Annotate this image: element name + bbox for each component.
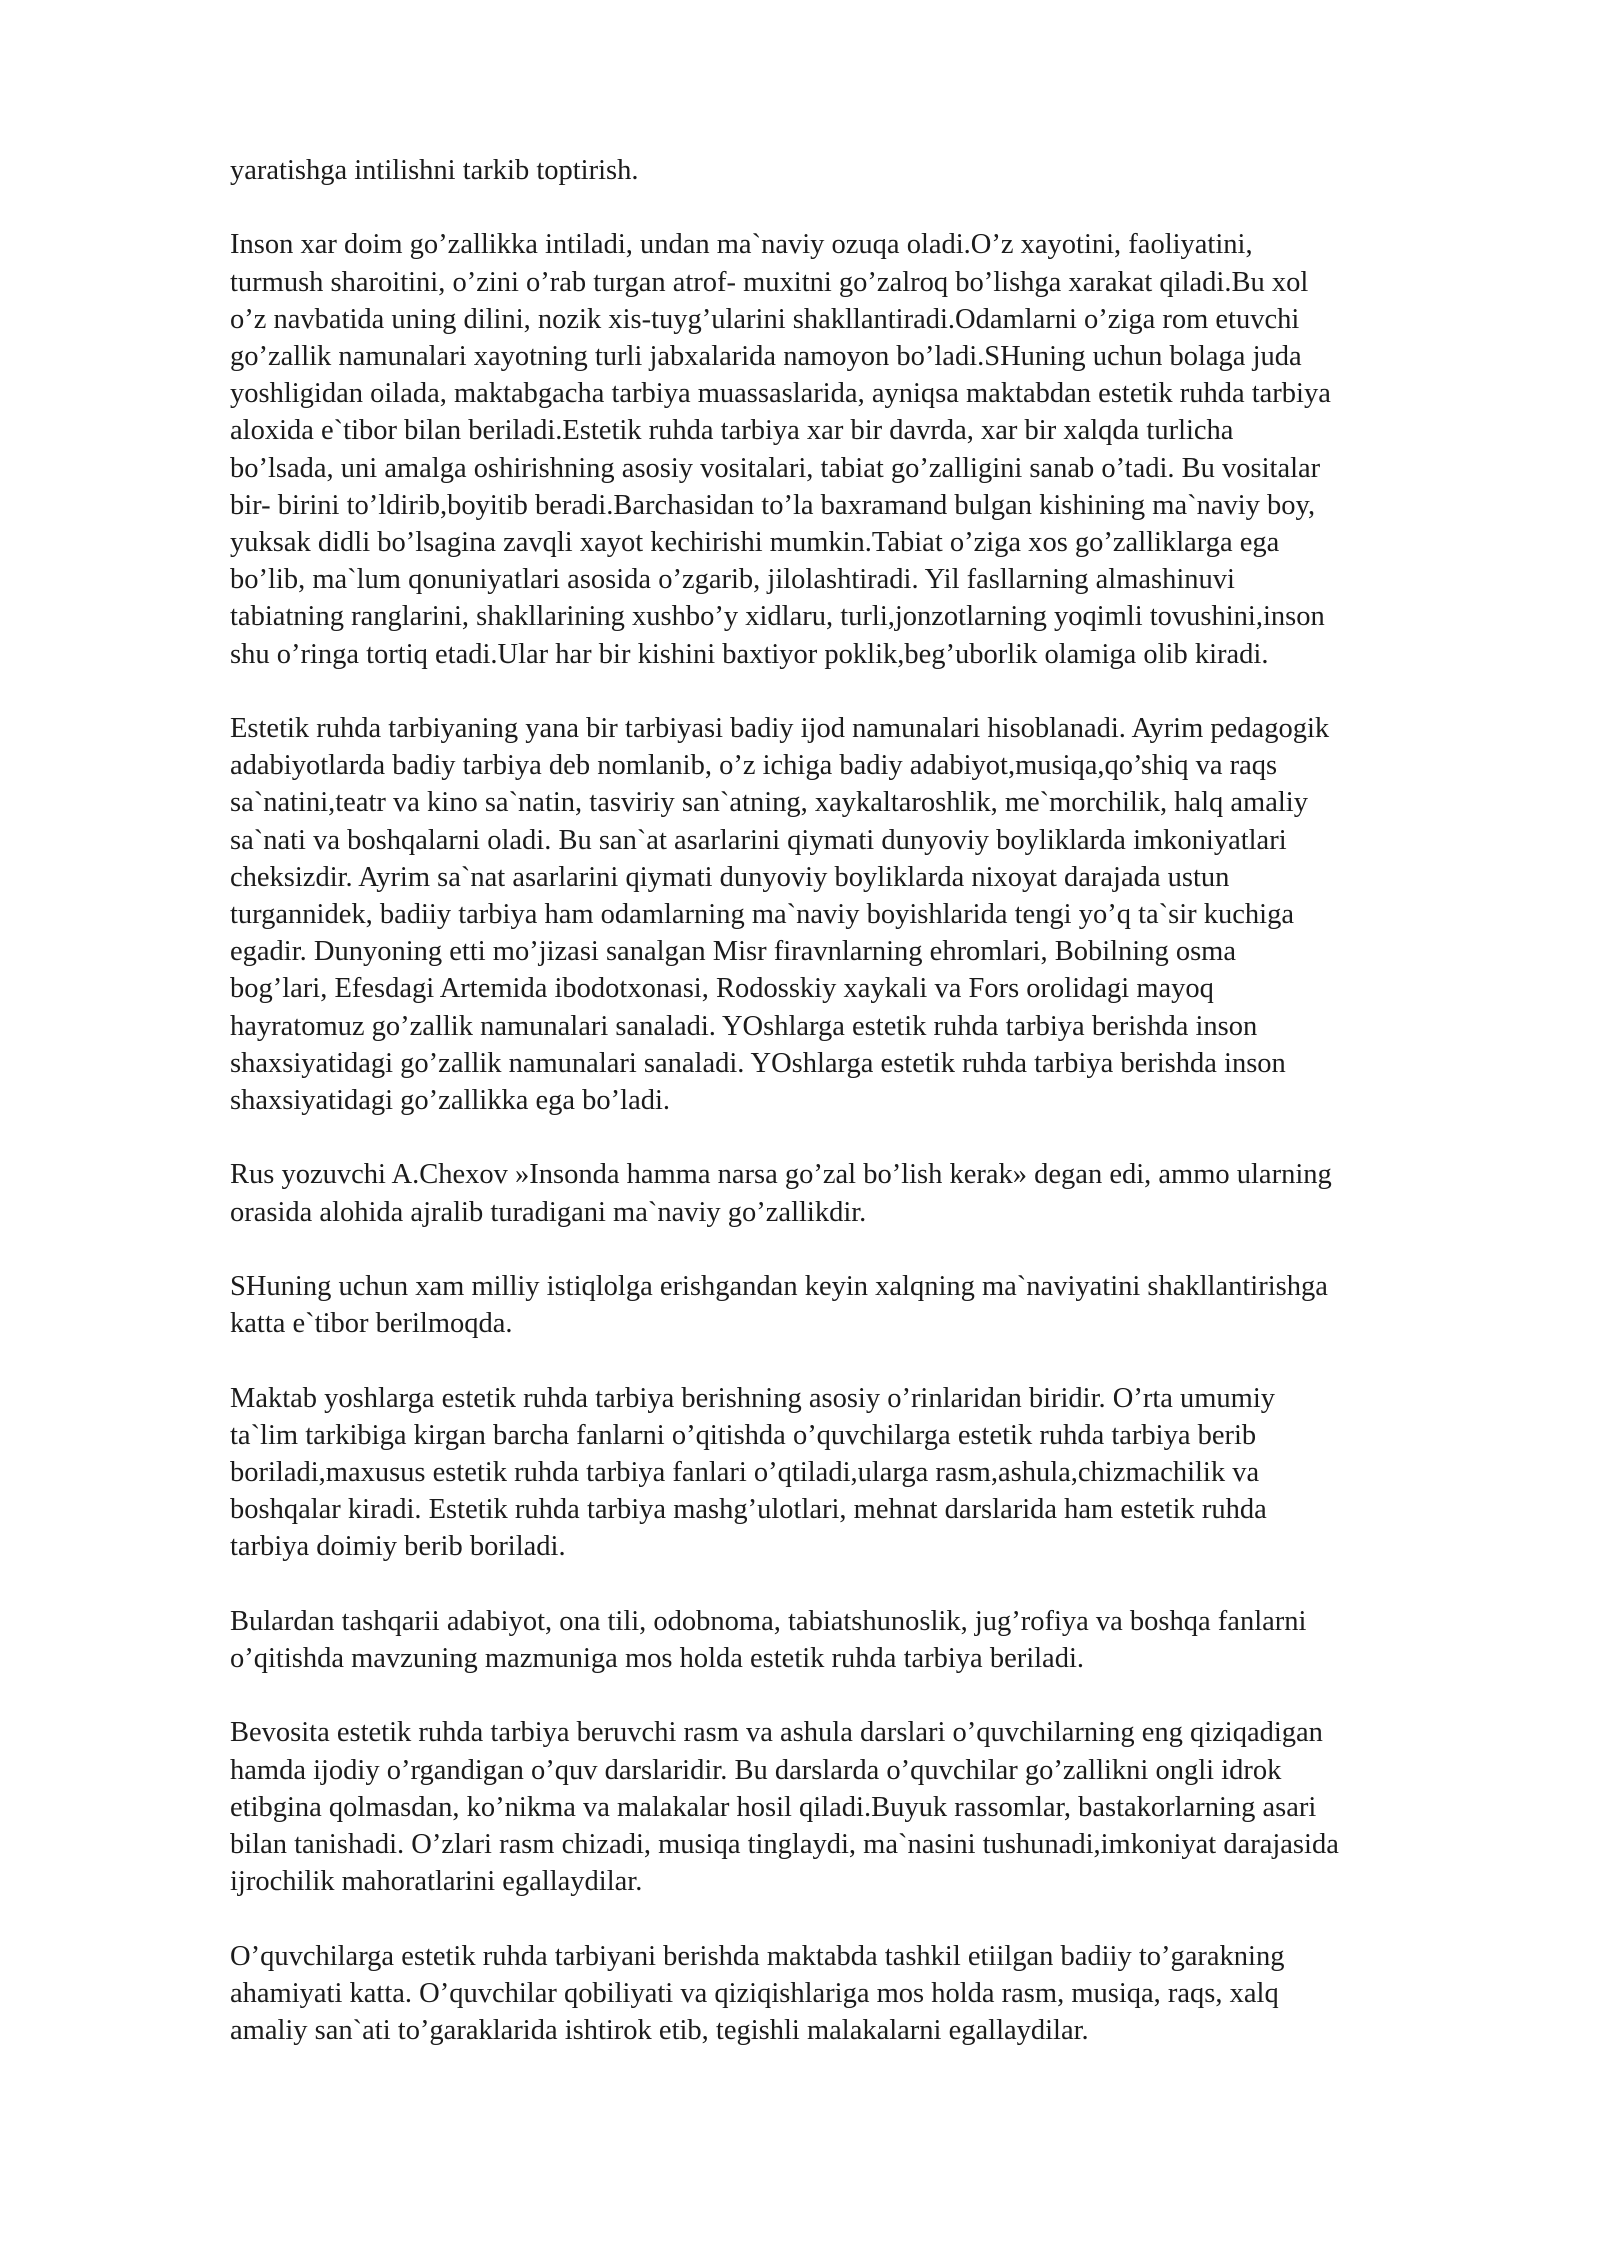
paragraph-3: Estetik ruhda tarbiyaning yana bir tarbiyasi badiy ijod namunalari hisoblanadi. Ayrim pedagogik adabiyotlarda badiy tarbiya deb nomlanib, o’z ichiga badiy adabiyot,musiqa,qo’shiq va raqs sa`natini,teatr va kino sa`natin, tasviriy san`atning, xaykaltaroshlik, me`morchilik, halq amaliy sa`nati va boshqalarni oladi. Bu san`at asarlarini qiymati dunyoviy boyliklarda imkoniyatlari cheksizdir. Ayrim sa`nat asarlarini qiymati dunyoviy boyliklarda nixoyat darajada ustun turgannidek, badiiy tarbiya ham odamlarning ma`naviy boyishlarida tengi yo’q ta`sir kuchiga egadir. Dunyoning etti mo’jizasi sanalgan Misr firavnlarning ehromlari, Bobilning osma bog’lari, Efesdagi Artemida ibodotxonasi, Rodosskiy xaykali va Fors orolidagi mayoq hayratomuz go’zallik namunalari sanaladi. YOshlarga estetik ruhda tarbiya berishda inson shaxsiyatidagi go’zallik namunalari sanaladi. YOshlarga estetik ruhda tarbiya berishda inson shaxsiyatidagi go’zallikka ega bo’ladi. <box>230 713 1330 1117</box>
paragraph-2: Inson xar doim go’zallikka intiladi, undan ma`naviy ozuqa oladi.O’z xayotini, faoliyatini, turmush sharoitini, o’zini o’rab turgan atrof- muxitni go’zalroq bo’lishga xarakat qiladi.Bu xol o’z navbatida uning dilini, nozik xis-tuyg’ularini shakllantiradi.Odamlarni o’ziga rom etuvchi go’zallik namunalari xayotning turli jabxalarida namoyon bo’ladi.SHuning uchun bolaga juda yoshligidan oilada, maktabgacha tarbiya muassaslarida, ayniqsa maktabdan estetik ruhda tarbiya aloxida e`tibor bilan beriladi.Estetik ruhda tarbiya xar bir davrda, xar bir xalqda turlicha bo’lsada, uni amalga oshirishning asosiy vositalari, tabiat go’zalligini sanab o’tadi. Bu vositalar bir- birini to’ldirib,boyitib beradi.Barchasidan to’la baxramand bulgan kishining ma`naviy boy, yuksak didli bo’lsagina zavqli xayot kechirishi mumkin.Tabiat o’ziga xos go’zalliklarga ega bo’lib, ma`lum qonuniyatlari asosida o’zgarib, jilolashtiradi. Yil fasllarning almashinuvi tabiatning ranglarini, shakllarining xushbo’y xidlaru, turli,jonzotlarning yoqimli tovushini,inson shu o’ringa tortiq etadi.Ular har bir kishini baxtiyor poklik,beg’uborlik olamiga olib kiradi. <box>230 229 1331 670</box>
paragraph-5: SHuning uchun xam milliy istiqlolga erishgandan keyin xalqning ma`naviyatini shakllantirishga katta e`tibor berilmoqda. <box>230 1271 1328 1340</box>
paragraph-1: yaratishga intilishni tarkib toptirish. <box>230 155 639 186</box>
paragraph-7: Bulardan tashqarii adabiyot, ona tili, odobnoma, tabiatshunoslik, jug’rofiya va boshqa fanlarni o’qitishda mavzuning mazmuniga mos holda estetik ruhda tarbiya beriladi. <box>230 1605 1307 1675</box>
document-body <box>230 152 1500 2049</box>
paragraph-6: Maktab yoshlarga estetik ruhda tarbiya berishning asosiy o’rinlaridan biridir. O’rta umumiy ta`lim tarkibiga kirgan barcha fanlarni o’qitishda o’quvchilarga estetik ruhda tarbiya berib boriladi,maxusus estetik ruhda tarbiya fanlari o’qtiladi,ularga rasm,ashula,chizmachilik va boshqalar kiradi. Estetik ruhda tarbiya mashg’ulotlari, mehnat darslarida ham estetik ruhda tarbiya doimiy berib boriladi. <box>230 1382 1276 1563</box>
paragraph-9: O’quvchilarga estetik ruhda tarbiyani berishda maktabda tashkil etiilgan badiiy to’garakning ahamiyati katta. O’quvchilar qobiliyati va qiziqishlariga mos holda rasm, musiqa, raqs, xalq amaliy san`ati to’garaklarida ishtirok etib, tegishli malakalarni egallaydilar. <box>230 1940 1285 2047</box>
paragraph-4: Rus yozuvchi A.Chexov »Insonda hamma narsa go’zal bo’lish kerak» degan edi, ammo ularning orasida alohida ajralib turadigani ma`naviy go’zallikdir. <box>230 1159 1332 1228</box>
paragraph-8: Bevosita estetik ruhda tarbiya beruvchi rasm va ashula darslari o’quvchilarning eng qiziqadigan hamda ijodiy o’rgandigan o’quv darslaridir. Bu darslarda o’quvchilar go’zallikni ongli idrok etibgina qolmasdan, ko’nikma va malakalar hosil qiladi.Buyuk rassomlar, bastakorlarning asari bilan tanishadi. O’zlari rasm chizadi, musiqa tinglaydi, ma`nasini tushunadi,imkoniyat darajasida ijrochilik mahoratlarini egallaydilar. <box>230 1717 1339 1898</box>
